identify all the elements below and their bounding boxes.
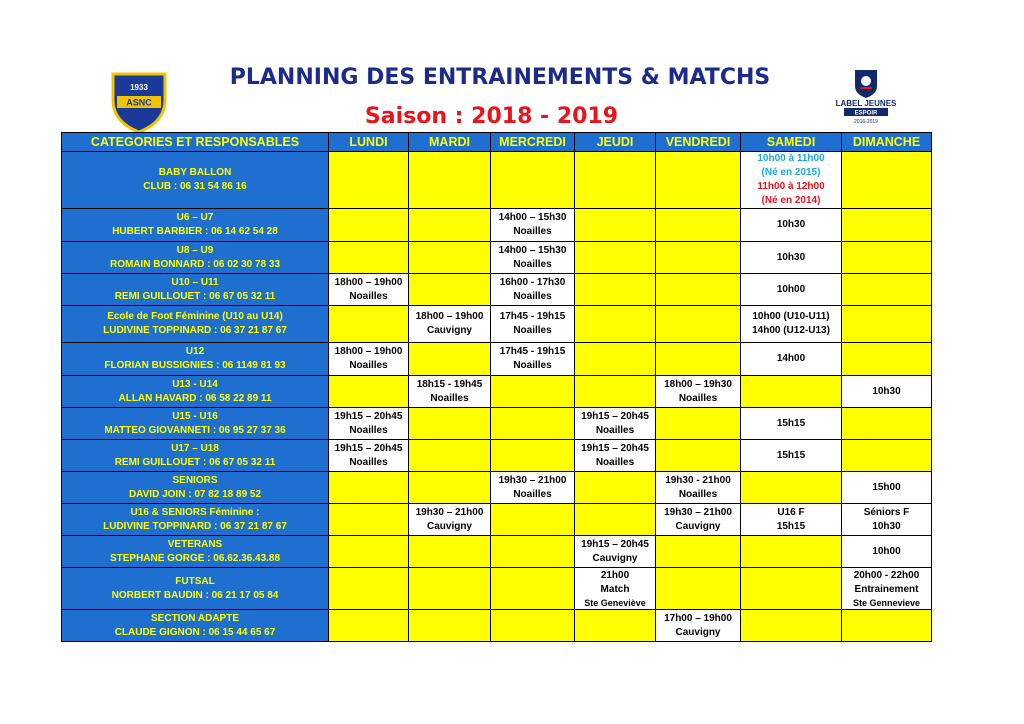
- category-contact: REMI GUILLOUET : 06 67 05 32 11: [114, 290, 276, 302]
- table-row: [62, 242, 932, 274]
- slot-mardi: [409, 376, 491, 408]
- slot-mardi: [409, 306, 491, 343]
- slot-lundi: [329, 472, 409, 504]
- slot-mercredi: [491, 306, 575, 343]
- slot-line: Cauvigny: [426, 325, 472, 336]
- slot-line: U16 F: [777, 506, 805, 518]
- slot-line: 10h30: [872, 385, 901, 397]
- slot-lundi: [329, 408, 409, 440]
- slot-line: Ste Gennevieve: [852, 597, 921, 608]
- slot-line: Noailles: [513, 226, 552, 237]
- slot-jeudi: [575, 152, 656, 209]
- slot-dimanche: [842, 472, 932, 504]
- slot-line: 21h00: [600, 569, 630, 581]
- slot-line: 10h00 à 11h00: [757, 153, 825, 164]
- header-samedi: SAMEDI: [741, 133, 842, 152]
- slot-line: Noailles: [513, 488, 552, 500]
- slot-line: Séniors F: [863, 506, 910, 518]
- slot-line: Noailles: [513, 290, 552, 302]
- category-contact: CLAUDE GIGNON : 06 15 44 65 67: [114, 626, 276, 638]
- category-name: VETERANS: [167, 538, 223, 550]
- slot-mardi: [409, 209, 491, 242]
- slot-line: Noailles: [349, 424, 388, 436]
- category-cell: [62, 504, 329, 536]
- slot-line: 19h15 – 20h45: [581, 410, 649, 422]
- category-contact: ALLAN HAVARD : 06 58 22 89 11: [118, 392, 272, 404]
- category-name: Ecole de Foot Féminine (U10 au U14): [107, 311, 283, 322]
- header-vendredi: VENDREDI: [656, 133, 741, 152]
- slot-mardi: [409, 504, 491, 536]
- slot-samedi: [741, 504, 842, 536]
- slot-line: 20h00 - 22h00: [853, 569, 920, 581]
- slot-jeudi: [575, 472, 656, 504]
- slot-vendredi: [656, 343, 741, 376]
- category-cell: [62, 536, 329, 568]
- slot-line: 18h00 – 19h00: [334, 346, 403, 357]
- category-name: U10 – U11: [171, 276, 219, 288]
- slot-line: Noailles: [349, 360, 388, 371]
- slot-jeudi: [575, 568, 656, 610]
- category-cell: [62, 306, 329, 343]
- slot-mercredi: [491, 242, 575, 274]
- slot-line: Noailles: [678, 488, 718, 500]
- slot-line: 10h30: [872, 520, 901, 532]
- slot-dimanche: [842, 306, 932, 343]
- slot-line: Ste Geneviève: [584, 597, 646, 608]
- category-name: SECTION ADAPTE: [151, 612, 239, 624]
- category-name: U15 - U16: [172, 410, 218, 422]
- slot-lundi: [329, 152, 409, 209]
- category-contact: LUDIVINE TOPPINARD : 06 37 21 87 67: [103, 520, 287, 532]
- slot-line: Noailles: [678, 392, 718, 404]
- slot-jeudi: [575, 209, 656, 242]
- slot-mardi: [409, 242, 491, 274]
- slot-jeudi: [575, 408, 656, 440]
- slot-vendredi: [656, 376, 741, 408]
- slot-line: 15h00: [872, 481, 901, 493]
- slot-samedi: [741, 274, 842, 306]
- slot-vendredi: [656, 306, 741, 343]
- slot-vendredi: [656, 536, 741, 568]
- slot-lundi: [329, 376, 409, 408]
- slot-lundi: [329, 306, 409, 343]
- category-contact: REMI GUILLOUET : 06 67 05 32 11: [114, 456, 276, 468]
- category-cell: [62, 274, 329, 306]
- header-lundi: LUNDI: [329, 133, 409, 152]
- slot-vendredi: [656, 472, 741, 504]
- slot-vendredi: [656, 504, 741, 536]
- category-name: U17 – U18: [171, 442, 219, 454]
- table-row: [62, 610, 932, 642]
- category-name: U6 – U7: [176, 212, 214, 223]
- slot-mercredi: [491, 536, 575, 568]
- category-cell: [62, 209, 329, 242]
- slot-lundi: [329, 440, 409, 472]
- slot-jeudi: [575, 610, 656, 642]
- slot-line: 10h30: [776, 251, 806, 263]
- slot-line: 19h30 – 21h00: [415, 506, 484, 518]
- slot-samedi: [741, 343, 842, 376]
- slot-mardi: [409, 274, 491, 306]
- slot-jeudi: [575, 306, 656, 343]
- slot-line: Entrainement: [854, 583, 919, 595]
- slot-lundi: [329, 209, 409, 242]
- slot-mercredi: [491, 472, 575, 504]
- slot-vendredi: [656, 408, 741, 440]
- slot-mardi: [409, 408, 491, 440]
- slot-line: Noailles: [513, 258, 552, 270]
- slot-vendredi: [656, 209, 741, 242]
- slot-dimanche: [842, 274, 932, 306]
- slot-line: 19h15 – 20h45: [334, 410, 403, 422]
- slot-line: 10h00: [872, 545, 901, 557]
- slot-samedi: [741, 610, 842, 642]
- slot-line: 19h15 – 20h45: [581, 538, 649, 550]
- slot-line: 18h15 - 19h45: [416, 378, 483, 390]
- slot-dimanche: [842, 568, 932, 610]
- slot-mercredi: [491, 274, 575, 306]
- slot-lundi: [329, 536, 409, 568]
- category-cell: [62, 440, 329, 472]
- slot-line: Match: [600, 583, 630, 595]
- season-subtitle: Saison : 2018 - 2019: [364, 104, 619, 129]
- slot-lundi: [329, 610, 409, 642]
- slot-mardi: [409, 343, 491, 376]
- slot-line: 16h00 - 17h30: [499, 276, 566, 288]
- slot-line: 18h00 – 19h30: [664, 378, 732, 390]
- slot-line: 19h30 – 21h00: [664, 506, 732, 518]
- slot-line: 14h00 (U12-U13): [752, 325, 830, 336]
- slot-dimanche: [842, 376, 932, 408]
- slot-samedi: [741, 306, 842, 343]
- table-row: [62, 504, 932, 536]
- slot-line: Cauvigny: [426, 520, 472, 532]
- category-contact: LUDIVINE TOPPINARD : 06 37 21 87 67: [103, 325, 287, 336]
- category-name: U12: [185, 346, 205, 357]
- slot-line: (Né en 2015): [761, 167, 821, 178]
- club-logo-year: 1933: [130, 83, 148, 92]
- slot-jeudi: [575, 274, 656, 306]
- table-row: [62, 343, 932, 376]
- table-header-row: [62, 133, 932, 152]
- slot-mercredi: [491, 568, 575, 610]
- table-row: [62, 306, 932, 343]
- slot-samedi: [741, 408, 842, 440]
- table-row: [62, 472, 932, 504]
- slot-samedi: [741, 536, 842, 568]
- slot-line: 19h15 – 20h45: [334, 442, 403, 454]
- page-title: PLANNING DES ENTRAINEMENTS & MATCHS: [229, 65, 771, 90]
- slot-dimanche: [842, 209, 932, 242]
- slot-mardi: [409, 440, 491, 472]
- header-mercredi: MERCREDI: [491, 133, 575, 152]
- category-cell: [62, 568, 329, 610]
- slot-line: 10h00 (U10-U11): [752, 311, 830, 322]
- slot-mardi: [409, 472, 491, 504]
- table-row: [62, 274, 932, 306]
- slot-samedi: [741, 242, 842, 274]
- category-name: BABY BALLON: [158, 167, 232, 178]
- slot-line: 19h30 – 21h00: [498, 474, 567, 486]
- slot-mardi: [409, 152, 491, 209]
- slot-line: Noailles: [595, 456, 635, 468]
- category-name: FUTSAL: [175, 575, 215, 587]
- slot-jeudi: [575, 504, 656, 536]
- slot-line: (Né en 2014): [761, 195, 821, 206]
- slot-line: Cauvigny: [675, 626, 721, 638]
- table-row: [62, 152, 932, 209]
- slot-line: 10h00: [776, 283, 806, 295]
- slot-samedi: [741, 376, 842, 408]
- slot-mercredi: [491, 376, 575, 408]
- slot-vendredi: [656, 610, 741, 642]
- category-cell: [62, 152, 329, 209]
- slot-lundi: [329, 242, 409, 274]
- slot-line: 17h00 – 19h00: [664, 612, 732, 624]
- slot-samedi: [741, 440, 842, 472]
- category-contact: NORBERT BAUDIN : 06 21 17 05 84: [111, 589, 279, 601]
- category-name: U16 & SENIORS Féminine :: [130, 506, 260, 518]
- label-jeunes-text: LABEL JEUNES: [835, 99, 897, 108]
- slot-line: 17h45 - 19h15: [499, 346, 566, 357]
- slot-jeudi: [575, 440, 656, 472]
- slot-line: Cauvigny: [675, 520, 721, 532]
- slot-dimanche: [842, 242, 932, 274]
- slot-line: Cauvigny: [592, 552, 638, 564]
- slot-line: Noailles: [349, 290, 388, 302]
- slot-line: 15h15: [776, 449, 806, 461]
- slot-vendredi: [656, 274, 741, 306]
- slot-vendredi: [656, 242, 741, 274]
- category-name: U13 - U14: [172, 378, 218, 390]
- slot-lundi: [329, 274, 409, 306]
- schedule-body: [62, 152, 932, 642]
- category-cell: [62, 408, 329, 440]
- slot-samedi: [741, 472, 842, 504]
- label-jeunes-logo: [820, 68, 912, 126]
- slot-dimanche: [842, 408, 932, 440]
- slot-dimanche: [842, 440, 932, 472]
- slot-mercredi: [491, 610, 575, 642]
- slot-line: 14h00: [776, 353, 806, 364]
- category-cell: [62, 472, 329, 504]
- header-dimanche: DIMANCHE: [842, 133, 932, 152]
- slot-line: Noailles: [595, 424, 635, 436]
- category-contact: ROMAIN BONNARD : 06 02 30 78 33: [109, 258, 281, 270]
- slot-mercredi: [491, 408, 575, 440]
- slot-jeudi: [575, 343, 656, 376]
- slot-mardi: [409, 568, 491, 610]
- slot-vendredi: [656, 568, 741, 610]
- table-row: [62, 408, 932, 440]
- category-contact: STEPHANE GORGE : 06.62.36.43.88: [109, 552, 281, 564]
- slot-jeudi: [575, 376, 656, 408]
- table-row: [62, 376, 932, 408]
- slot-mercredi: [491, 504, 575, 536]
- slot-jeudi: [575, 536, 656, 568]
- slot-dimanche: [842, 504, 932, 536]
- category-cell: [62, 242, 329, 274]
- category-cell: [62, 376, 329, 408]
- category-cell: [62, 610, 329, 642]
- slot-line: 19h30 - 21h00: [665, 474, 731, 486]
- slot-line: 15h15: [776, 520, 806, 532]
- slot-line: 17h45 - 19h15: [499, 311, 566, 322]
- slot-lundi: [329, 343, 409, 376]
- table-row: [62, 536, 932, 568]
- label-years-text: 2016-2019: [854, 119, 878, 125]
- slot-mercredi: [491, 440, 575, 472]
- category-cell: [62, 343, 329, 376]
- slot-line: 14h00 – 15h30: [498, 212, 567, 223]
- category-contact: FLORIAN BUSSIGNIES : 06 1149 81 93: [104, 360, 286, 371]
- category-name: U8 – U9: [176, 244, 214, 256]
- category-contact: MATTEO GIOVANNETI : 06 95 27 37 36: [104, 424, 286, 436]
- slot-dimanche: [842, 343, 932, 376]
- slot-lundi: [329, 568, 409, 610]
- slot-vendredi: [656, 440, 741, 472]
- slot-vendredi: [656, 152, 741, 209]
- slot-line: 19h15 – 20h45: [581, 442, 649, 454]
- table-row: [62, 568, 932, 610]
- slot-samedi: [741, 568, 842, 610]
- header-mardi: MARDI: [409, 133, 491, 152]
- slot-samedi: [741, 152, 842, 209]
- slot-line: Noailles: [513, 360, 552, 371]
- slot-line: 18h00 – 19h00: [334, 276, 403, 288]
- training-schedule-table: [61, 132, 932, 642]
- slot-mardi: [409, 536, 491, 568]
- label-espoir-text: ESPOIR: [854, 110, 878, 117]
- slot-dimanche: [842, 610, 932, 642]
- slot-mercredi: [491, 209, 575, 242]
- slot-line: 15h15: [776, 417, 806, 429]
- slot-line: 14h00 – 15h30: [498, 244, 567, 256]
- header-categories: CATEGORIES ET RESPONSABLES: [62, 133, 329, 152]
- slot-mercredi: [491, 343, 575, 376]
- category-name: SENIORS: [172, 474, 218, 486]
- slot-line: Noailles: [513, 325, 552, 336]
- slot-lundi: [329, 504, 409, 536]
- slot-line: 18h00 – 19h00: [415, 311, 484, 322]
- table-row: [62, 440, 932, 472]
- slot-line: 10h30: [776, 219, 806, 230]
- slot-line: Noailles: [349, 456, 388, 468]
- slot-line: Noailles: [430, 392, 469, 404]
- slot-line: 11h00 à 12h00: [757, 181, 825, 192]
- slot-samedi: [741, 209, 842, 242]
- slot-mercredi: [491, 152, 575, 209]
- category-contact: DAVID JOIN : 07 82 18 89 52: [128, 488, 262, 500]
- category-contact: CLUB : 06 31 54 86 16: [143, 181, 247, 192]
- table-row: [62, 209, 932, 242]
- category-contact: HUBERT BARBIER : 06 14 62 54 28: [112, 226, 278, 237]
- header-jeudi: JEUDI: [575, 133, 656, 152]
- slot-dimanche: [842, 536, 932, 568]
- club-logo-text: ASNC: [126, 97, 152, 108]
- slot-jeudi: [575, 242, 656, 274]
- slot-dimanche: [842, 152, 932, 209]
- slot-mardi: [409, 610, 491, 642]
